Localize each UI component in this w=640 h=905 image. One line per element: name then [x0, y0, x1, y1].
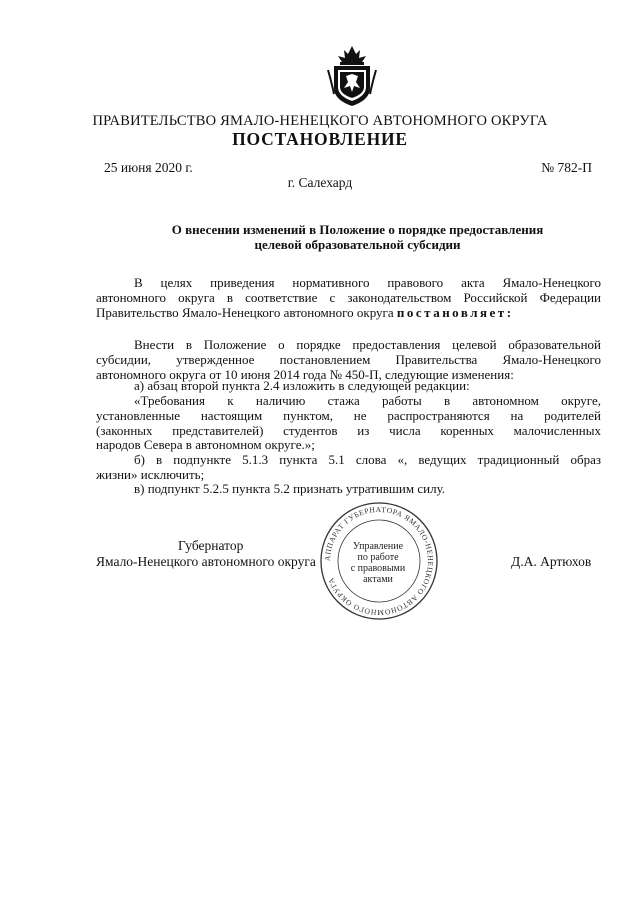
document-subject	[100, 222, 615, 252]
signatory-name: Д.А. Артюхов	[511, 554, 592, 569]
text-line: Внести в Положение о порядке предоставления целевой образовательной	[134, 337, 601, 352]
preamble-paragraph	[96, 276, 601, 320]
amendment-paragraph	[96, 338, 601, 382]
text-line: В целях приведения нормативного правового акта Ямало-Ненецкого	[134, 275, 601, 290]
text-line: народов Севера в автономном округе.»;	[96, 437, 315, 453]
text-line: б) в подпункте 5.1.3 пункта 5.1 слова «, ведущих традиционный образ	[134, 452, 601, 467]
signatory-title: Ямало-Ненецкого автономного округа	[96, 554, 316, 569]
text-line: автономного округа от 10 июня 2014 года № 450-П, следующие изменения:	[96, 366, 514, 382]
text-line	[96, 306, 601, 321]
text-line-part: Правительство Ямало-Ненецкого автономного округа	[96, 304, 394, 320]
item-a	[96, 379, 601, 394]
subject-line: целевой образовательной субсидии	[254, 237, 461, 252]
subject-line: О внесении изменений в Положение о порядке предоставления	[171, 222, 544, 237]
text-line: субсидии, утвержденное постановлением Правительства Ямало-Ненецкого	[96, 351, 601, 367]
document-type: ПОСТАНОВЛЕНИЕ	[232, 129, 408, 149]
stamp-text	[332, 541, 424, 585]
document-city: г. Салехард	[287, 175, 353, 190]
stamp-ring-text: АППАРАТ ГУБЕРНАТОРА ЯМАЛО-НЕНЕЦКОГО АВТОНОМНОГО ОКРУГА	[322, 504, 436, 618]
item-b	[96, 453, 601, 483]
text-line: «Требования к наличию стажа работы в автономном округе,	[134, 393, 601, 408]
text-line: установленные настоящим пунктом, не распространяются на родителей	[96, 407, 601, 423]
decree-word: постановляет:	[396, 304, 514, 320]
coat-of-arms-icon	[326, 44, 378, 108]
government-name: ПРАВИТЕЛЬСТВО ЯМАЛО-НЕНЕЦКОГО АВТОНОМНОГО ОКРУГА	[92, 113, 548, 129]
signatory-title: Губернатор	[178, 538, 244, 553]
text-line: в) подпункт 5.2.5 пункта 5.2 признать утратившим силу.	[134, 481, 446, 496]
document-number: № 782-П	[541, 160, 592, 175]
stamp-line: Управление	[352, 541, 404, 552]
stamp-line: актами	[363, 574, 393, 585]
stamp-line: по работе	[357, 552, 399, 563]
item-c	[96, 482, 601, 497]
text-line: жизни» исключить;	[96, 466, 205, 482]
stamp-line: с правовыми	[350, 563, 406, 574]
document-date: 25 июня 2020 г.	[104, 160, 193, 175]
quoted-text	[96, 394, 601, 453]
text-line: (законных представителей) студентов из числа коренных малочисленных	[96, 422, 601, 438]
text-line: а) абзац второй пункта 2.4 изложить в следующей редакции:	[134, 378, 470, 393]
text-line: автономного округа в соответствие с законодательством Российской Федерации	[96, 289, 601, 305]
